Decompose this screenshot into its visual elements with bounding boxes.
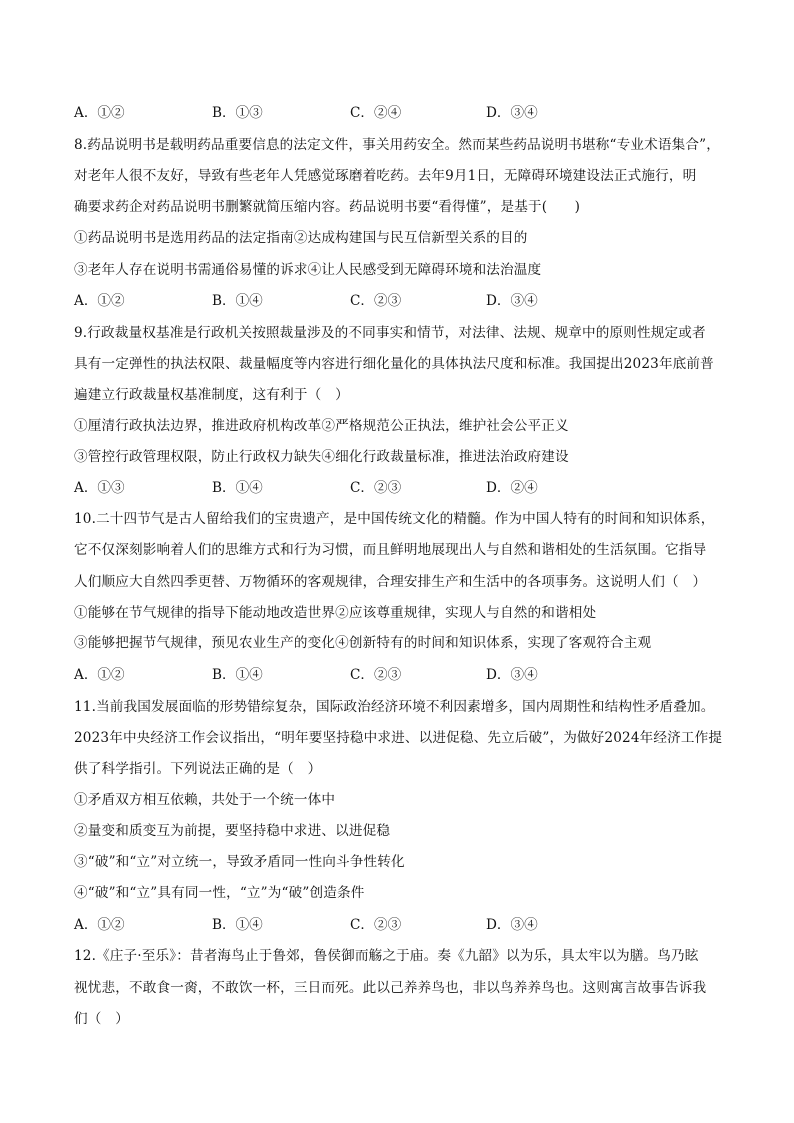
answer-option: C．②③ <box>350 917 402 933</box>
question-stem: 12.《庄子·至乐》：昔者海鸟止于鲁郊，鲁侯御而觞之于庙。奏《九韶》以为乐，具太牢以为膳。鸟乃眩 <box>74 948 699 964</box>
answer-option: B．①④ <box>212 917 263 933</box>
answer-options <box>74 915 734 935</box>
question-line: 确要求药企对药品说明书删繁就简压缩内容。药品说明书要“看得懂”，是基于( ) <box>74 199 581 215</box>
answer-option: D．③④ <box>486 105 538 121</box>
answer-options <box>74 103 734 123</box>
answer-option: D．②④ <box>486 480 538 496</box>
question-line: ③能够把握节气规律，预见农业生产的变化④创新特有的时间和知识体系，实现了客观符合主观 <box>74 635 652 651</box>
answer-option: A．①② <box>74 917 125 933</box>
question-line: 具有一定弹性的执法权限、裁量幅度等内容进行细化量化的具体执法尺度和标准。我国提出2023年底前普 <box>74 356 714 372</box>
question-line: 对老年人很不友好，导致有些老年人凭感觉琢磨着吃药。去年9月1日，无障碍环境建设法正式施行，明 <box>74 168 697 184</box>
answer-option: B．①③ <box>212 105 263 121</box>
question-line: ③管控行政管理权限，防止行政权力缺失④细化行政裁量标准，推进法治政府建设 <box>74 449 569 465</box>
answer-option: B．①④ <box>212 293 263 309</box>
question-line: 们（ ） <box>74 1011 129 1027</box>
question-line: ①厘清行政执法边界，推进政府机构改革②严格规范公正执法，维护社会公平正义 <box>74 418 569 434</box>
answer-option: A．①② <box>74 105 125 121</box>
answer-option: C．②③ <box>350 480 402 496</box>
answer-option: A．①② <box>74 667 125 683</box>
question-line: 2023年中央经济工作会议指出，“明年要坚持稳中求进、以进促稳、先立后破”，为做好2024年经济工作提 <box>74 730 723 746</box>
answer-option: C．②③ <box>350 293 402 309</box>
question-line: 视忧悲，不敢食一脔，不敢饮一杯，三日而死。此以己养养鸟也，非以鸟养养鸟也。这则寓言故事告诉我 <box>74 980 707 996</box>
answer-option: D．③④ <box>486 667 538 683</box>
answer-option: C．②③ <box>350 667 402 683</box>
answer-options <box>74 291 734 311</box>
answer-option: B．①④ <box>212 667 263 683</box>
answer-option: C．②④ <box>350 105 402 121</box>
answer-option: A．①③ <box>74 480 125 496</box>
question-stem: 10.二十四节气是古人留给我们的宝贵遗产，是中国传统文化的精髓。作为中国人特有的时间和知识体系， <box>74 511 715 527</box>
answer-option: B．①④ <box>212 480 263 496</box>
answer-options <box>74 478 734 498</box>
answer-option: D．③④ <box>486 917 538 933</box>
question-line: 遍建立行政裁量权基准制度，这有利于（ ） <box>74 387 349 403</box>
question-stem: 8.药品说明书是载明药品重要信息的法定文件，事关用药安全。然而某些药品说明书堪称“专业术语集合”， <box>74 137 720 153</box>
question-line: ①矛盾双方相互依赖，共处于一个统一体中 <box>74 792 336 808</box>
question-line: ①能够在节气规律的指导下能动地改造世界②应该尊重规律，实现人与自然的和谐相处 <box>74 605 597 621</box>
question-line: ①药品说明书是选用药品的法定指南②达成构建国与民互信新型关系的目的 <box>74 230 528 246</box>
question-line: 供了科学指引。下列说法正确的是（ ） <box>74 761 322 777</box>
question-line: 它不仅深刻影响着人们的思维方式和行为习惯，而且鲜明地展现出人与自然和谐相处的生活氛围。它指导 <box>74 542 707 558</box>
answer-option: A．①② <box>74 293 125 309</box>
question-line: 人们顺应大自然四季更替、万物循环的客观规律，合理安排生产和生活中的各项事务。这说明人们（ ） <box>74 574 707 590</box>
question-line: ③“破”和“立”对立统一，导致矛盾同一性向斗争性转化 <box>74 854 405 870</box>
answer-options <box>74 665 734 685</box>
question-line: ③老年人存在说明书需通俗易懂的诉求④让人民感受到无障碍环境和法治温度 <box>74 262 542 278</box>
answer-option: D．③④ <box>486 293 538 309</box>
question-line: ②量变和质变互为前提，要坚持稳中求进、以进促稳 <box>74 823 391 839</box>
question-line: ④“破”和“立”具有同一性，“立”为“破”创造条件 <box>74 885 365 901</box>
question-stem: 9.行政裁量权基准是行政机关按照裁量涉及的不同事实和情节，对法律、法规、规章中的原则性规定或者 <box>74 325 706 341</box>
question-stem: 11.当前我国发展面临的形势错综复杂，国际政治经济环境不利因素增多，国内周期性和结构性矛盾叠加。 <box>74 699 715 715</box>
